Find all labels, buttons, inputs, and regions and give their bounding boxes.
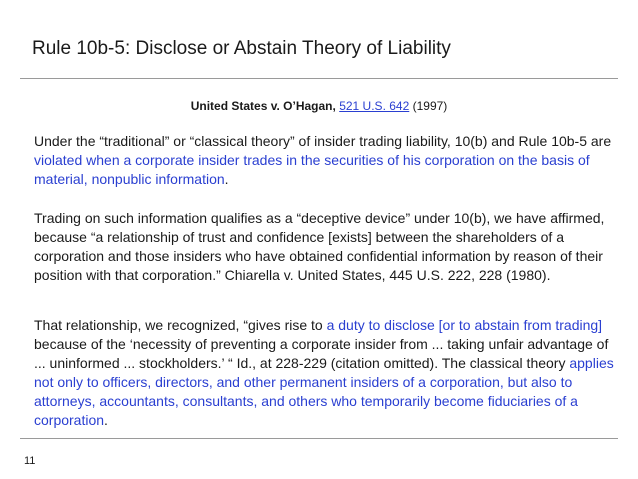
title-divider — [20, 78, 618, 79]
para1-text-c: . — [224, 171, 229, 187]
footer-divider — [20, 438, 618, 439]
para3-text-e: . — [104, 412, 108, 428]
case-year: (1997) — [412, 99, 448, 113]
para3-highlight-fiduciaries: applies not only to officers, directors, and other permanent insiders of a corporation, but also to attorneys, accountants, consultants, and others who temporarily become fiduciaries of a corporation — [34, 355, 614, 428]
slide-title: Rule 10b-5: Disclose or Abstain Theory of Liability — [32, 38, 451, 59]
paragraph-duty-to-disclose — [34, 316, 614, 430]
paragraph-deceptive-device — [34, 209, 614, 285]
para3-text-c: because of the ‘necessity of preventing a corporate insider from ... taking unfair advantage of ... uninformed ... stockholders.’ “ Id., at 228-229 (citation omitted). The classical theory — [34, 336, 609, 371]
para3-text-a: That relationship, we recognized, “gives rise to — [34, 317, 327, 333]
paragraph-classical-theory — [34, 132, 614, 189]
para2-text: Trading on such information qualifies as a “deceptive device” under 10(b), we have affirmed, because “a relationship of trust and confidence [exists] between the shareholders of a corporation and those insiders who have obtained confidential information by reason of their position with that corporation.” Chiarella v. United States, 445 U.S. 222, 228 (1980). — [34, 210, 605, 283]
page-number: 11 — [24, 455, 36, 467]
para3-highlight-duty: a duty to disclose [or to abstain from trading] — [326, 317, 603, 333]
case-citation-link[interactable]: 521 U.S. 642 — [339, 99, 410, 113]
para1-highlight: violated when a corporate insider trades in the securities of his corporation on the basis of material, nonpublic information — [34, 152, 590, 187]
case-citation-line — [0, 99, 638, 113]
para1-text-a: Under the “traditional” or “classical theory” of insider trading liability, 10(b) and Rule 10b-5 are — [34, 133, 612, 149]
case-name: United States v. O’Hagan, — [190, 99, 336, 113]
